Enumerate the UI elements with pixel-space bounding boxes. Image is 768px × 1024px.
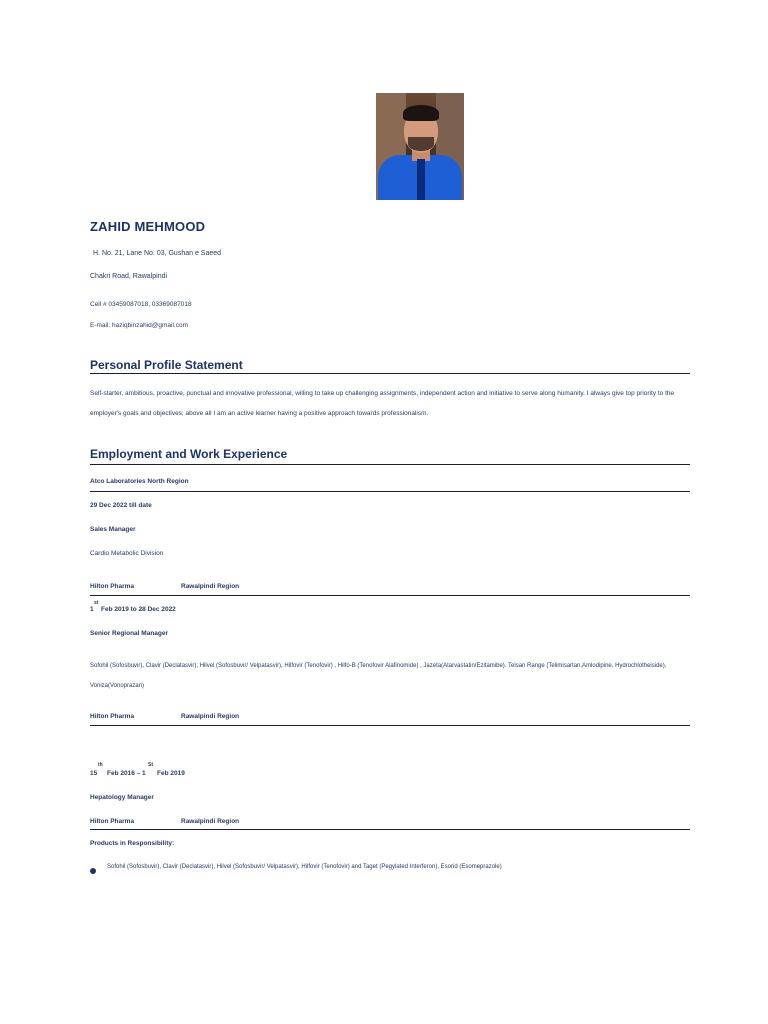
profile-divider [90, 373, 690, 374]
job1-role: Sales Manager [90, 526, 136, 533]
job1-company: Atco Laboratories North Region [90, 478, 189, 485]
job3-region: Rawalpindi Region [181, 713, 240, 720]
job4-divider [90, 829, 690, 830]
address-line-1: H. No. 21, Lane No. 03, Gushan e Saeed [93, 250, 222, 257]
employment-heading: Employment and Work Experience [90, 447, 288, 461]
bullet-icon [90, 868, 96, 874]
profile-text: Self-starter, ambitious, proactive, punctual and innovative professional, willing to take up challenging assignments, independent action and initiative to serve along humanity. I always give top priority to the employer's goals and objectives; above all I am an active learner having a positive approach towards professionalism. [90, 390, 675, 417]
job2-divider [90, 595, 690, 596]
job3-divider [90, 725, 690, 726]
job4-products: Sofohil (Sofosbuvir), Clavir (Declatasvir), Hilvel (Sofosbuvir/ Velpatasvir), Hilfovir (Tenofovir) and Taget (Pegylated Interferon), Esorid (Esomeprazole) [107, 864, 502, 870]
job1-divider [90, 491, 690, 492]
job2-date-sup: st [94, 600, 99, 606]
job4-region: Rawalpindi Region [181, 818, 240, 825]
job2-date-day: 1 [90, 606, 94, 613]
employment-divider [90, 464, 690, 465]
cell-number: Cell # 03459087018, 03369087018 [90, 301, 192, 308]
job3-date-start-sup: th [98, 762, 103, 768]
address-line-2: Chakri Road, Rawalpindi [90, 273, 168, 280]
job3-date-end: Feb 2019 [157, 770, 185, 777]
job3-date-start: 15 [90, 770, 98, 777]
job2-company: Hilton Pharma [90, 583, 135, 590]
job3-date-mid-sup: St [148, 762, 153, 768]
job3-date-mid: Feb 2016 – 1 [107, 770, 146, 777]
email: E-mail: haziqbinzahid@gmail.com [90, 322, 188, 329]
job1-division: Cardio Metabolic Division [90, 550, 164, 557]
products-label: Products in Responsibility: [90, 840, 175, 847]
job3-role: Hepatology Manager [90, 794, 154, 801]
job1-dates: 29 Dec 2022 till date [90, 502, 152, 509]
job2-region: Rawalpindi Region [181, 583, 240, 590]
profile-heading: Personal Profile Statement [90, 358, 243, 372]
profile-photo [376, 93, 464, 200]
job2-products: Sofohil (Sofosbuvir), Clavir (Declatasvir), Hilvel (Sofosbuvir/ Velpatasvir), Hilfovir (Tenofovir) , Hilfo-B (Tenofovir Alafinomide) , Jazeta(Atarvastatin/Ezitamibe). Telsan Range (Telimisartan,Amlodipine, Hydrochlotheiside), Voniza(Vonoprazan) [90, 663, 667, 689]
job4-company: Hilton Pharma [90, 818, 135, 825]
candidate-name: ZAHID MEHMOOD [90, 219, 206, 234]
job2-role: Senior Regional Manager [90, 630, 169, 637]
job2-date-rest: Feb 2019 to 28 Dec 2022 [101, 606, 176, 613]
job3-company: Hilton Pharma [90, 713, 135, 720]
